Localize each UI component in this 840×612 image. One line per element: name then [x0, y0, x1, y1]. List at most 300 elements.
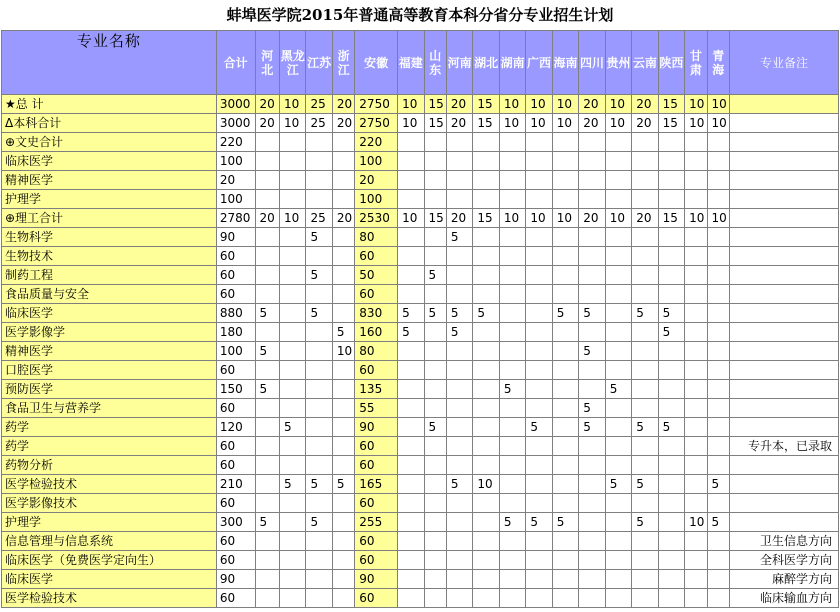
province-quota [707, 304, 729, 323]
province-quota [279, 456, 305, 475]
province-quota [552, 133, 578, 152]
table-row [2, 399, 839, 418]
major-note [729, 266, 838, 285]
province-quota [279, 532, 305, 551]
province-quota [279, 171, 305, 190]
province-quota [424, 342, 446, 361]
province-quota [279, 152, 305, 171]
major-name: 医学检验技术 [2, 475, 217, 494]
row-total: 210 [216, 475, 255, 494]
province-quota [499, 437, 525, 456]
province-quota: 20 [355, 171, 398, 190]
province-quota [499, 361, 525, 380]
province-quota: 100 [355, 152, 398, 171]
province-quota [526, 247, 552, 266]
province-quota [398, 456, 424, 475]
row-total: 60 [216, 589, 255, 608]
province-quota [632, 247, 658, 266]
province-quota [658, 266, 684, 285]
province-quota [605, 570, 631, 589]
province-quota [398, 475, 424, 494]
province-quota [332, 266, 354, 285]
province-quota: 20 [579, 114, 605, 133]
province-quota [499, 323, 525, 342]
province-quota [279, 285, 305, 304]
province-quota [255, 551, 279, 570]
province-quota [579, 532, 605, 551]
major-note [729, 247, 838, 266]
province-quota: 15 [658, 209, 684, 228]
province-quota [424, 380, 446, 399]
province-quota [526, 589, 552, 608]
province-quota [446, 152, 472, 171]
table-row [2, 570, 839, 589]
province-quota [332, 380, 354, 399]
row-total: 3000 [216, 95, 255, 114]
province-quota: 5 [632, 513, 658, 532]
major-name: 精神医学 [2, 171, 217, 190]
province-quota [398, 532, 424, 551]
table-row [2, 418, 839, 437]
table-row [2, 475, 839, 494]
province-quota [685, 437, 707, 456]
row-total: 300 [216, 513, 255, 532]
major-name: Δ本科合计 [2, 114, 217, 133]
major-name: 药学 [2, 418, 217, 437]
province-quota: 60 [355, 247, 398, 266]
province-quota: 5 [279, 418, 305, 437]
header-province: 江苏 [306, 31, 332, 95]
province-quota [446, 551, 472, 570]
province-quota [499, 532, 525, 551]
province-quota [332, 304, 354, 323]
province-quota [499, 570, 525, 589]
province-quota [552, 361, 578, 380]
major-name: 医学检验技术 [2, 589, 217, 608]
province-quota [255, 323, 279, 342]
province-quota [424, 285, 446, 304]
province-quota [579, 247, 605, 266]
province-quota [685, 380, 707, 399]
table-row [2, 342, 839, 361]
province-quota: 5 [332, 323, 354, 342]
province-quota: 20 [446, 95, 472, 114]
province-quota: 10 [552, 95, 578, 114]
province-quota: 5 [306, 475, 332, 494]
province-quota [332, 152, 354, 171]
province-quota: 5 [632, 475, 658, 494]
province-quota [332, 133, 354, 152]
province-quota [398, 152, 424, 171]
province-quota [473, 285, 499, 304]
province-quota: 15 [658, 95, 684, 114]
province-quota [473, 589, 499, 608]
major-name: 信息管理与信息系统 [2, 532, 217, 551]
province-quota [499, 247, 525, 266]
province-quota [424, 494, 446, 513]
province-quota [424, 513, 446, 532]
province-quota: 5 [526, 513, 552, 532]
province-quota [552, 323, 578, 342]
province-quota [255, 418, 279, 437]
table-row [2, 133, 839, 152]
major-note [729, 399, 838, 418]
province-quota [579, 437, 605, 456]
province-quota [605, 361, 631, 380]
province-quota [398, 380, 424, 399]
province-quota [658, 570, 684, 589]
province-quota [605, 247, 631, 266]
province-quota [279, 266, 305, 285]
province-quota [707, 228, 729, 247]
row-total: 2780 [216, 209, 255, 228]
province-quota: 830 [355, 304, 398, 323]
province-quota [332, 456, 354, 475]
province-quota [306, 589, 332, 608]
table-row [2, 532, 839, 551]
province-quota [632, 456, 658, 475]
major-note [729, 114, 838, 133]
province-quota [707, 380, 729, 399]
province-quota [526, 190, 552, 209]
province-quota [255, 171, 279, 190]
province-quota: 5 [499, 380, 525, 399]
province-quota: 5 [526, 418, 552, 437]
province-quota [579, 513, 605, 532]
province-quota [398, 551, 424, 570]
province-quota [658, 247, 684, 266]
major-note [729, 342, 838, 361]
province-quota [424, 475, 446, 494]
province-quota [446, 361, 472, 380]
province-quota: 5 [579, 342, 605, 361]
province-quota [685, 171, 707, 190]
province-quota [658, 437, 684, 456]
major-name: 临床医学 [2, 570, 217, 589]
major-name: 食品卫生与营养学 [2, 399, 217, 418]
province-quota: 10 [552, 209, 578, 228]
major-note [729, 171, 838, 190]
province-quota [332, 247, 354, 266]
province-quota [526, 323, 552, 342]
province-quota [499, 171, 525, 190]
province-quota [424, 589, 446, 608]
province-quota [306, 570, 332, 589]
province-quota [707, 570, 729, 589]
province-quota [398, 171, 424, 190]
province-quota [398, 285, 424, 304]
province-quota [579, 133, 605, 152]
province-quota [499, 228, 525, 247]
province-quota [552, 342, 578, 361]
province-quota: 20 [255, 209, 279, 228]
major-note [729, 361, 838, 380]
province-quota [707, 456, 729, 475]
province-quota [279, 551, 305, 570]
province-quota [632, 266, 658, 285]
major-name: ⊕理工合计 [2, 209, 217, 228]
province-quota [306, 532, 332, 551]
province-quota [306, 399, 332, 418]
province-quota [707, 418, 729, 437]
province-quota: 20 [632, 114, 658, 133]
province-quota [552, 380, 578, 399]
major-note: 全科医学方向 [729, 551, 838, 570]
province-quota [605, 285, 631, 304]
province-quota [446, 190, 472, 209]
province-quota [446, 589, 472, 608]
province-quota [424, 228, 446, 247]
province-quota [424, 171, 446, 190]
province-quota [306, 342, 332, 361]
province-quota [632, 152, 658, 171]
province-quota [279, 380, 305, 399]
province-quota [526, 570, 552, 589]
province-quota [473, 171, 499, 190]
major-name: 口腔医学 [2, 361, 217, 380]
province-quota: 10 [605, 114, 631, 133]
province-quota [473, 513, 499, 532]
province-quota [398, 228, 424, 247]
province-quota [579, 551, 605, 570]
province-quota [332, 437, 354, 456]
province-quota [332, 570, 354, 589]
province-quota: 5 [424, 418, 446, 437]
province-quota [446, 437, 472, 456]
province-quota: 10 [552, 114, 578, 133]
province-quota [658, 342, 684, 361]
province-quota [526, 437, 552, 456]
province-quota: 5 [279, 475, 305, 494]
province-quota [526, 342, 552, 361]
row-total: 220 [216, 133, 255, 152]
province-quota: 60 [355, 551, 398, 570]
province-quota [473, 190, 499, 209]
province-quota [255, 361, 279, 380]
province-quota [446, 266, 472, 285]
header-province: 湖南 [499, 31, 525, 95]
province-quota [446, 513, 472, 532]
province-quota [707, 133, 729, 152]
major-name: ⊕文史合计 [2, 133, 217, 152]
province-quota [685, 342, 707, 361]
major-name: 临床医学 [2, 152, 217, 171]
province-quota [332, 361, 354, 380]
province-quota [306, 380, 332, 399]
province-quota [306, 361, 332, 380]
major-note [729, 323, 838, 342]
province-quota [473, 570, 499, 589]
major-note [729, 152, 838, 171]
province-quota [605, 437, 631, 456]
province-quota [579, 456, 605, 475]
province-quota: 20 [632, 95, 658, 114]
province-quota [685, 418, 707, 437]
province-quota: 20 [255, 114, 279, 133]
province-quota: 5 [579, 304, 605, 323]
province-quota [526, 456, 552, 475]
province-quota [398, 570, 424, 589]
province-quota [398, 361, 424, 380]
row-total: 150 [216, 380, 255, 399]
province-quota [552, 228, 578, 247]
table-row [2, 228, 839, 247]
header-province: 陕西 [658, 31, 684, 95]
province-quota [255, 589, 279, 608]
province-quota [707, 494, 729, 513]
province-quota [424, 361, 446, 380]
province-quota: 10 [707, 209, 729, 228]
major-name: 精神医学 [2, 342, 217, 361]
province-quota [398, 190, 424, 209]
province-quota: 5 [579, 399, 605, 418]
province-quota: 10 [685, 513, 707, 532]
province-quota [332, 418, 354, 437]
province-quota [473, 323, 499, 342]
province-quota: 15 [473, 114, 499, 133]
province-quota: 5 [446, 228, 472, 247]
province-quota [579, 152, 605, 171]
province-quota: 10 [605, 209, 631, 228]
province-quota [552, 171, 578, 190]
province-quota [473, 133, 499, 152]
province-quota [605, 152, 631, 171]
province-quota [499, 418, 525, 437]
province-quota [605, 399, 631, 418]
province-quota [632, 342, 658, 361]
province-quota: 10 [398, 95, 424, 114]
province-quota [446, 418, 472, 437]
province-quota [499, 551, 525, 570]
province-quota [707, 532, 729, 551]
province-quota: 5 [658, 323, 684, 342]
province-quota: 20 [255, 95, 279, 114]
province-quota [499, 285, 525, 304]
province-quota: 20 [579, 209, 605, 228]
province-quota [552, 266, 578, 285]
province-quota [579, 380, 605, 399]
province-quota [605, 494, 631, 513]
province-quota: 5 [605, 380, 631, 399]
province-quota [579, 570, 605, 589]
province-quota: 10 [685, 95, 707, 114]
province-quota [685, 247, 707, 266]
province-quota [473, 152, 499, 171]
header-province: 四川 [579, 31, 605, 95]
row-total: 60 [216, 532, 255, 551]
province-quota [424, 323, 446, 342]
province-quota: 55 [355, 399, 398, 418]
province-quota [552, 551, 578, 570]
province-quota: 25 [306, 209, 332, 228]
row-total: 60 [216, 437, 255, 456]
province-quota [579, 361, 605, 380]
province-quota [255, 570, 279, 589]
province-quota [707, 361, 729, 380]
province-quota: 5 [632, 418, 658, 437]
major-name: 医学影像学 [2, 323, 217, 342]
province-quota [332, 399, 354, 418]
province-quota: 5 [255, 380, 279, 399]
province-quota [332, 190, 354, 209]
province-quota: 10 [526, 114, 552, 133]
province-quota: 5 [658, 418, 684, 437]
province-quota: 10 [279, 114, 305, 133]
province-quota: 10 [605, 95, 631, 114]
province-quota: 80 [355, 228, 398, 247]
row-total: 100 [216, 342, 255, 361]
province-quota [473, 399, 499, 418]
province-quota [424, 399, 446, 418]
province-quota [605, 589, 631, 608]
province-quota: 20 [446, 209, 472, 228]
province-quota [685, 570, 707, 589]
province-quota [424, 551, 446, 570]
major-note [729, 418, 838, 437]
major-name: 药物分析 [2, 456, 217, 475]
province-quota [658, 190, 684, 209]
major-name: 临床医学（免费医学定向生） [2, 551, 217, 570]
province-quota [552, 152, 578, 171]
province-quota [579, 171, 605, 190]
province-quota: 2750 [355, 114, 398, 133]
row-total: 60 [216, 247, 255, 266]
province-quota [632, 171, 658, 190]
province-quota [332, 589, 354, 608]
province-quota [424, 247, 446, 266]
province-quota [579, 494, 605, 513]
province-quota [526, 532, 552, 551]
province-quota [552, 494, 578, 513]
major-name: 护理学 [2, 190, 217, 209]
row-total: 180 [216, 323, 255, 342]
province-quota [685, 190, 707, 209]
row-total: 100 [216, 152, 255, 171]
province-quota [707, 171, 729, 190]
province-quota [279, 323, 305, 342]
province-quota [632, 285, 658, 304]
province-quota: 5 [707, 475, 729, 494]
province-quota [306, 437, 332, 456]
major-name: 生物技术 [2, 247, 217, 266]
province-quota [685, 399, 707, 418]
province-quota [707, 589, 729, 608]
province-quota [446, 532, 472, 551]
province-quota [255, 247, 279, 266]
row-total: 60 [216, 399, 255, 418]
province-quota [685, 228, 707, 247]
province-quota: 15 [424, 95, 446, 114]
province-quota [605, 266, 631, 285]
province-quota [306, 494, 332, 513]
table-row [2, 323, 839, 342]
header-province: 浙江 [332, 31, 354, 95]
major-note [729, 475, 838, 494]
table-row [2, 589, 839, 608]
major-note [729, 190, 838, 209]
enrollment-table [1, 30, 839, 608]
province-quota [605, 418, 631, 437]
province-quota: 5 [446, 475, 472, 494]
province-quota [446, 570, 472, 589]
province-quota [255, 399, 279, 418]
province-quota [552, 532, 578, 551]
province-quota: 20 [579, 95, 605, 114]
province-quota: 135 [355, 380, 398, 399]
province-quota: 15 [424, 209, 446, 228]
province-quota [255, 190, 279, 209]
province-quota: 20 [446, 114, 472, 133]
